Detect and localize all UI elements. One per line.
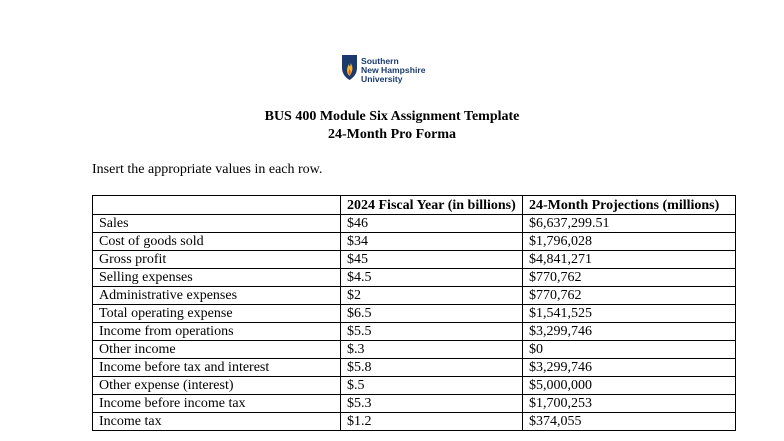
projection-value[interactable]: $770,762 [523, 269, 736, 287]
row-label[interactable]: Income before income tax [93, 395, 341, 413]
fiscal-year-value[interactable]: $34 [341, 233, 523, 251]
row-label[interactable]: Other income [93, 341, 341, 359]
fiscal-year-value[interactable]: $46 [341, 215, 523, 233]
shield-flame-icon [341, 54, 358, 81]
header-cell-fiscal-year: 2024 Fiscal Year (in billions) [341, 196, 523, 215]
projection-value[interactable]: $1,796,028 [523, 233, 736, 251]
instructions-text: Insert the appropriate values in each row. [92, 162, 323, 177]
fiscal-year-value[interactable]: $4.5 [341, 269, 523, 287]
logo-line-2: New Hampshire [361, 65, 426, 75]
projection-value[interactable]: $4,841,271 [523, 251, 736, 269]
table-row [93, 377, 736, 395]
table-row [93, 215, 736, 233]
table-row [93, 413, 736, 431]
fiscal-year-value[interactable]: $1.2 [341, 413, 523, 431]
row-label[interactable]: Selling expenses [93, 269, 341, 287]
table-row [93, 305, 736, 323]
row-label[interactable]: Income tax [93, 413, 341, 431]
fiscal-year-value[interactable]: $6.5 [341, 305, 523, 323]
logo-wordmark [361, 57, 425, 84]
document-header [0, 108, 784, 144]
document-title: BUS 400 Module Six Assignment Template [264, 109, 520, 124]
university-logo [341, 54, 425, 84]
fiscal-year-value[interactable]: $45 [341, 251, 523, 269]
row-label[interactable]: Administrative expenses [93, 287, 341, 305]
logo-line-1: Southern [361, 56, 399, 66]
projection-value[interactable]: $1,700,253 [523, 395, 736, 413]
row-label[interactable]: Income before tax and interest [93, 359, 341, 377]
projection-value[interactable]: $374,055 [523, 413, 736, 431]
fiscal-year-value[interactable]: $2 [341, 287, 523, 305]
table-row [93, 323, 736, 341]
row-label[interactable]: Total operating expense [93, 305, 341, 323]
projection-value[interactable]: $0 [523, 341, 736, 359]
table-row [93, 287, 736, 305]
projection-value[interactable]: $770,762 [523, 287, 736, 305]
fiscal-year-value[interactable]: $5.3 [341, 395, 523, 413]
fiscal-year-value[interactable]: $5.5 [341, 323, 523, 341]
row-label[interactable]: Sales [93, 215, 341, 233]
row-label[interactable]: Income from operations [93, 323, 341, 341]
pro-forma-table [92, 195, 736, 431]
fiscal-year-value[interactable]: $5.8 [341, 359, 523, 377]
document-subtitle: 24-Month Pro Forma [327, 127, 457, 142]
table-row [93, 233, 736, 251]
table-header-row [93, 196, 736, 215]
table-row [93, 269, 736, 287]
projection-value[interactable]: $1,541,525 [523, 305, 736, 323]
projection-value[interactable]: $6,637,299.51 [523, 215, 736, 233]
fiscal-year-value[interactable]: $.5 [341, 377, 523, 395]
projection-value[interactable]: $3,299,746 [523, 359, 736, 377]
row-label[interactable]: Gross profit [93, 251, 341, 269]
logo-line-3: University [361, 74, 403, 84]
row-label[interactable]: Cost of goods sold [93, 233, 341, 251]
table-row [93, 395, 736, 413]
table-row [93, 251, 736, 269]
header-cell-label [93, 196, 341, 215]
projection-value[interactable]: $3,299,746 [523, 323, 736, 341]
fiscal-year-value[interactable]: $.3 [341, 341, 523, 359]
table-row [93, 359, 736, 377]
projection-value[interactable]: $5,000,000 [523, 377, 736, 395]
table-row [93, 341, 736, 359]
header-cell-projections: 24-Month Projections (millions) [523, 196, 736, 215]
row-label[interactable]: Other expense (interest) [93, 377, 341, 395]
